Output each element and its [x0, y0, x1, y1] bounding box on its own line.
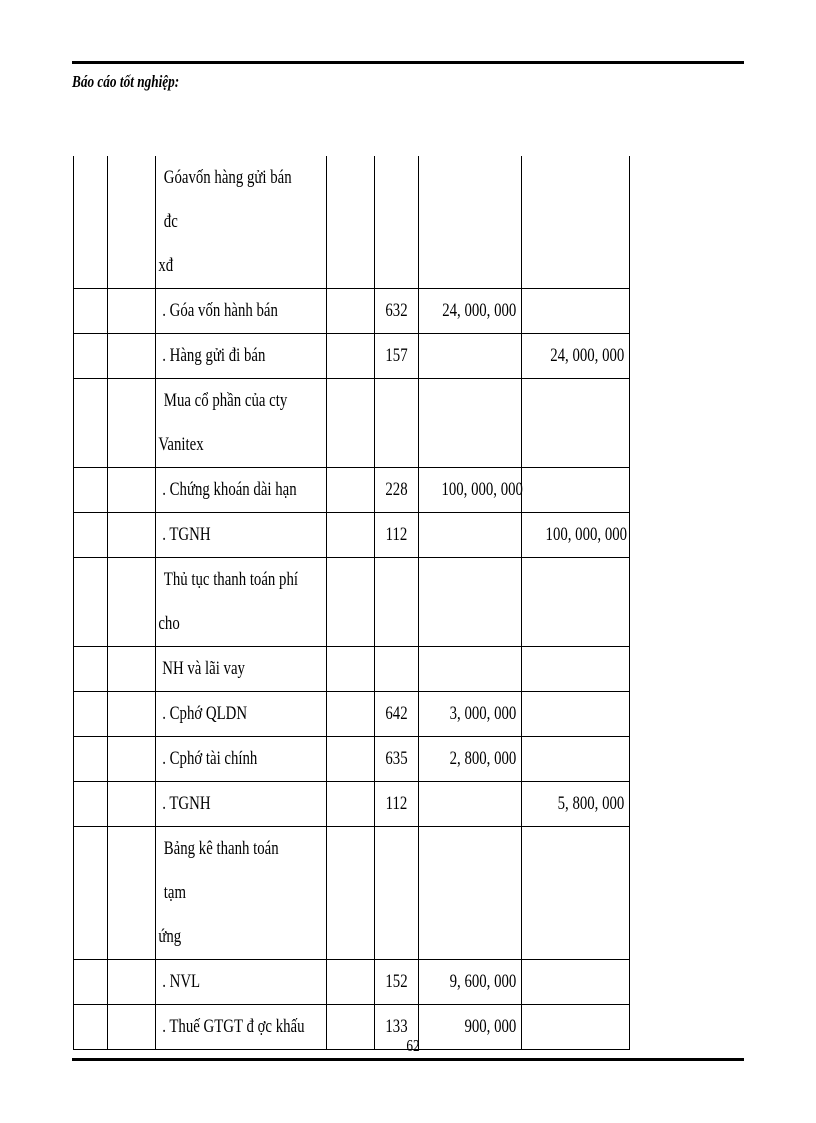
- description-line: Thủ tục thanh toán phí: [163, 569, 298, 590]
- blank-col-a-cell: [74, 558, 108, 647]
- page-number: 62: [406, 1036, 420, 1055]
- blank-col-d-cell: [327, 379, 375, 468]
- blank-col-a-cell: [74, 379, 108, 468]
- account-code-text: 133: [385, 1016, 408, 1037]
- blank-col-a-cell: [74, 468, 108, 513]
- account-code-text: 228: [385, 479, 408, 500]
- table-row: [74, 289, 630, 334]
- blank-col-b-cell: [108, 558, 156, 647]
- blank-col-d-cell: [327, 827, 375, 960]
- debit-amount-cell: [419, 647, 522, 692]
- blank-col-a-cell: [74, 827, 108, 960]
- account-code-cell: [375, 379, 419, 468]
- description-cell: [156, 647, 327, 692]
- description-text: . Thuế GTGT đ ợc khấu: [162, 1016, 305, 1037]
- description-cell: [156, 692, 327, 737]
- debit-amount-text: 3, 000, 000: [449, 703, 517, 724]
- blank-col-b-cell: [108, 782, 156, 827]
- debit-amount-cell: [419, 558, 522, 647]
- table-row: [74, 379, 630, 468]
- blank-col-a-cell: [74, 156, 108, 289]
- description-text: . Góa vốn hành bán: [162, 300, 278, 321]
- description-cell: [156, 737, 327, 782]
- description-cell: [156, 960, 327, 1005]
- account-code-cell: [375, 468, 419, 513]
- description-text: NH và lãi vay: [162, 658, 245, 679]
- description-text: [156, 379, 304, 467]
- blank-col-b-cell: [108, 827, 156, 960]
- blank-col-d-cell: [327, 647, 375, 692]
- account-code-text: 632: [385, 300, 408, 321]
- description-line: Mua cổ phần của cty: [163, 390, 288, 411]
- credit-amount-cell: [522, 960, 630, 1005]
- description-line: ứng: [158, 926, 182, 947]
- debit-amount-cell: [419, 960, 522, 1005]
- account-code-text: 642: [385, 703, 408, 724]
- account-code-cell: [375, 156, 419, 289]
- description-cell: [156, 782, 327, 827]
- table-row: [74, 468, 630, 513]
- blank-col-b-cell: [108, 334, 156, 379]
- blank-col-b-cell: [108, 513, 156, 558]
- blank-col-a-cell: [74, 513, 108, 558]
- description-cell: [156, 1005, 327, 1050]
- table-row: [74, 334, 630, 379]
- account-code-cell: [375, 782, 419, 827]
- description-cell: [156, 334, 327, 379]
- blank-col-b-cell: [108, 647, 156, 692]
- debit-amount-text: 100, 000, 000: [441, 479, 523, 500]
- description-cell: [156, 289, 327, 334]
- description-cell: [156, 513, 327, 558]
- credit-amount-cell: [522, 289, 630, 334]
- credit-amount-cell: [522, 1005, 630, 1050]
- description-cell: [156, 827, 327, 960]
- blank-col-b-cell: [108, 960, 156, 1005]
- blank-col-d-cell: [327, 289, 375, 334]
- blank-col-d-cell: [327, 156, 375, 289]
- blank-col-b-cell: [108, 1005, 156, 1050]
- blank-col-b-cell: [108, 379, 156, 468]
- debit-amount-cell: [419, 513, 522, 558]
- blank-col-a-cell: [74, 782, 108, 827]
- blank-col-d-cell: [327, 782, 375, 827]
- debit-amount-cell: [419, 334, 522, 379]
- debit-amount-cell: [419, 737, 522, 782]
- credit-amount-cell: [522, 782, 630, 827]
- blank-col-b-cell: [108, 737, 156, 782]
- credit-amount-cell: [522, 692, 630, 737]
- account-code-cell: [375, 513, 419, 558]
- debit-amount-cell: [419, 468, 522, 513]
- blank-col-d-cell: [327, 334, 375, 379]
- blank-col-d-cell: [327, 513, 375, 558]
- blank-col-a-cell: [74, 737, 108, 782]
- blank-col-d-cell: [327, 1005, 375, 1050]
- description-cell: [156, 558, 327, 647]
- description-cell: [156, 156, 327, 289]
- debit-amount-cell: [419, 156, 522, 289]
- description-cell: [156, 468, 327, 513]
- account-code-cell: [375, 558, 419, 647]
- credit-amount-cell: [522, 379, 630, 468]
- description-text: . TGNH: [162, 793, 211, 814]
- blank-col-d-cell: [327, 558, 375, 647]
- debit-amount-cell: [419, 1005, 522, 1050]
- blank-col-b-cell: [108, 156, 156, 289]
- table-row: [74, 558, 630, 647]
- footer-rule: [72, 1058, 744, 1061]
- description-text: . Chứng khoán dài hạn: [162, 479, 297, 500]
- description-text: [156, 156, 304, 288]
- account-code-text: 112: [385, 793, 408, 814]
- blank-col-d-cell: [327, 692, 375, 737]
- credit-amount-cell: [522, 558, 630, 647]
- description-line: Góavốn hàng gửi bán đc: [163, 167, 292, 232]
- description-line: Bảng kê thanh toán tạm: [163, 838, 279, 903]
- description-text: [156, 558, 304, 646]
- blank-col-a-cell: [74, 692, 108, 737]
- credit-amount-cell: [522, 513, 630, 558]
- account-code-cell: [375, 692, 419, 737]
- account-code-text: 635: [385, 748, 408, 769]
- table-row: [74, 156, 630, 289]
- table-row: [74, 782, 630, 827]
- description-line: Vanitex: [158, 434, 204, 455]
- blank-col-a-cell: [74, 289, 108, 334]
- credit-amount-cell: [522, 156, 630, 289]
- credit-amount-text: 24, 000, 000: [550, 345, 625, 366]
- blank-col-a-cell: [74, 334, 108, 379]
- table-row: [74, 513, 630, 558]
- account-code-cell: [375, 647, 419, 692]
- table-row: [74, 737, 630, 782]
- table-row: [74, 827, 630, 960]
- debit-amount-text: 24, 000, 000: [442, 300, 517, 321]
- description-line: xđ: [158, 255, 174, 276]
- blank-col-b-cell: [108, 289, 156, 334]
- blank-col-d-cell: [327, 960, 375, 1005]
- debit-amount-cell: [419, 692, 522, 737]
- description-text: . NVL: [162, 971, 201, 992]
- debit-amount-text: 2, 800, 000: [449, 748, 517, 769]
- credit-amount-text: 5, 800, 000: [557, 793, 625, 814]
- blank-col-d-cell: [327, 468, 375, 513]
- debit-amount-text: 9, 600, 000: [449, 971, 517, 992]
- debit-amount-text: 900, 000: [464, 1016, 517, 1037]
- blank-col-d-cell: [327, 737, 375, 782]
- description-text: . TGNH: [162, 524, 211, 545]
- account-code-cell: [375, 289, 419, 334]
- header-rule: [72, 61, 744, 64]
- credit-amount-cell: [522, 468, 630, 513]
- account-code-cell: [375, 827, 419, 960]
- account-code-text: 152: [385, 971, 408, 992]
- description-text: . Cphớ QLDN: [162, 703, 248, 724]
- blank-col-a-cell: [74, 647, 108, 692]
- table-row: [74, 960, 630, 1005]
- credit-amount-cell: [522, 737, 630, 782]
- account-code-cell: [375, 737, 419, 782]
- blank-col-a-cell: [74, 960, 108, 1005]
- credit-amount-cell: [522, 647, 630, 692]
- account-code-text: 112: [385, 524, 408, 545]
- account-code-text: 157: [385, 345, 408, 366]
- account-code-cell: [375, 960, 419, 1005]
- blank-col-b-cell: [108, 692, 156, 737]
- credit-amount-cell: [522, 334, 630, 379]
- table-row: [74, 1005, 630, 1050]
- description-text: [156, 827, 304, 959]
- debit-amount-cell: [419, 827, 522, 960]
- table-row: [74, 647, 630, 692]
- description-text: . Cphớ tài chính: [162, 748, 258, 769]
- credit-amount-cell: [522, 827, 630, 960]
- blank-col-b-cell: [108, 468, 156, 513]
- description-text: . Hàng gửi đi bán: [162, 345, 266, 366]
- description-cell: [156, 379, 327, 468]
- debit-amount-cell: [419, 289, 522, 334]
- debit-amount-cell: [419, 379, 522, 468]
- document-header-title: Báo cáo tốt nghiệp:: [72, 72, 180, 91]
- account-code-cell: [375, 334, 419, 379]
- credit-amount-text: 100, 000, 000: [545, 524, 628, 545]
- blank-col-a-cell: [74, 1005, 108, 1050]
- debit-amount-cell: [419, 782, 522, 827]
- table-row: [74, 692, 630, 737]
- description-line: cho: [158, 613, 180, 634]
- ledger-table: [73, 156, 630, 1050]
